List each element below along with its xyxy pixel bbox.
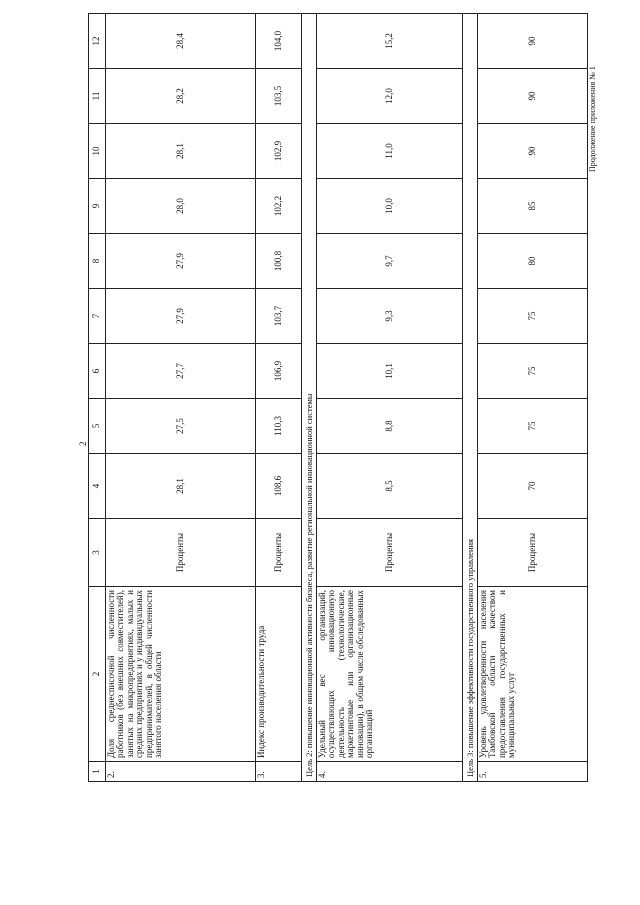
indicator-name: Индекс производительности труда [256, 587, 302, 762]
value-cell: 15,2 [317, 14, 463, 69]
value-cell: 10,0 [317, 179, 463, 234]
row-number: 2. [106, 762, 256, 782]
value-cell: 75 [478, 344, 588, 399]
value-cell: 11,0 [317, 124, 463, 179]
value-cell: 90 [478, 124, 588, 179]
value-cell: 103,5 [256, 69, 302, 124]
value-cell: 100,8 [256, 234, 302, 289]
value-cell: 85 [478, 179, 588, 234]
value-cell: 12,0 [317, 69, 463, 124]
value-cell: 28,2 [106, 69, 256, 124]
value-cell: 102,9 [256, 124, 302, 179]
value-cell: 9,7 [317, 234, 463, 289]
value-cell: 27,7 [106, 344, 256, 399]
value-cell: 103,7 [256, 289, 302, 344]
row-number: 4. [317, 762, 463, 782]
table-row [478, 14, 588, 782]
goal-row [302, 14, 317, 782]
table-row [256, 14, 302, 782]
value-cell: 27,9 [106, 289, 256, 344]
goal-2-title: Цель 2: повышение инновационной активности бизнеса, развитие региональной инновационной системы [302, 14, 317, 782]
value-cell: 28,0 [106, 179, 256, 234]
page-number: 2 [78, 441, 88, 446]
header-cell: 5 [89, 399, 106, 454]
goal-3-title: Цель 3: повышение эффективности государственного управления [463, 14, 478, 782]
header-cell: 11 [89, 69, 106, 124]
unit-cell: Проценты [256, 519, 302, 587]
value-cell: 10,1 [317, 344, 463, 399]
indicator-name: Доля среднесписочной численности работников (без внешних совместителей), занятых на микропредприятиях, малых и средних предприятиях и у индивидуальных предпринимателей, в общей численности занятого населения области [106, 587, 256, 762]
value-cell: 75 [478, 289, 588, 344]
value-cell: 106,9 [256, 344, 302, 399]
header-cell: 7 [89, 289, 106, 344]
value-cell: 27,9 [106, 234, 256, 289]
value-cell: 90 [478, 69, 588, 124]
value-cell: 70 [478, 454, 588, 519]
unit-cell: Проценты [317, 519, 463, 587]
indicators-table [88, 13, 588, 782]
value-cell: 102,2 [256, 179, 302, 234]
value-cell: 8,8 [317, 399, 463, 454]
row-number: 3. [256, 762, 302, 782]
header-cell: 1 [89, 762, 106, 782]
indicators-table-wrap [88, 14, 572, 782]
header-cell: 3 [89, 519, 106, 587]
header-cell: 4 [89, 454, 106, 519]
value-cell: 28,4 [106, 14, 256, 69]
header-cell: 10 [89, 124, 106, 179]
table-row [106, 14, 256, 782]
header-cell: 6 [89, 344, 106, 399]
goal-row [463, 14, 478, 782]
indicator-name: Удельный вес организаций, осуществляющих инновационную деятельность (технологические, маркетинговые или организационные инновации), в общем числе обследованных организаций [317, 587, 463, 762]
value-cell: 75 [478, 399, 588, 454]
value-cell: 27,5 [106, 399, 256, 454]
value-cell: 28,1 [106, 454, 256, 519]
value-cell: 8,5 [317, 454, 463, 519]
value-cell: 28,1 [106, 124, 256, 179]
header-cell: 9 [89, 179, 106, 234]
value-cell: 110,3 [256, 399, 302, 454]
header-cell: 12 [89, 14, 106, 69]
header-cell: 2 [89, 587, 106, 762]
unit-cell: Проценты [106, 519, 256, 587]
value-cell: 104,0 [256, 14, 302, 69]
appendix-note: Продолжение приложения № 1 [588, 66, 597, 172]
table-row [317, 14, 463, 782]
value-cell: 108,6 [256, 454, 302, 519]
header-row [89, 14, 106, 782]
value-cell: 90 [478, 14, 588, 69]
value-cell: 80 [478, 234, 588, 289]
value-cell: 9,3 [317, 289, 463, 344]
indicator-name: Уровень удовлетворенности населения Тамбовской области качеством предоставления государственных и муниципальных услуг [478, 587, 588, 762]
header-cell: 8 [89, 234, 106, 289]
unit-cell: Проценты [478, 519, 588, 587]
row-number: 5. [478, 762, 588, 782]
